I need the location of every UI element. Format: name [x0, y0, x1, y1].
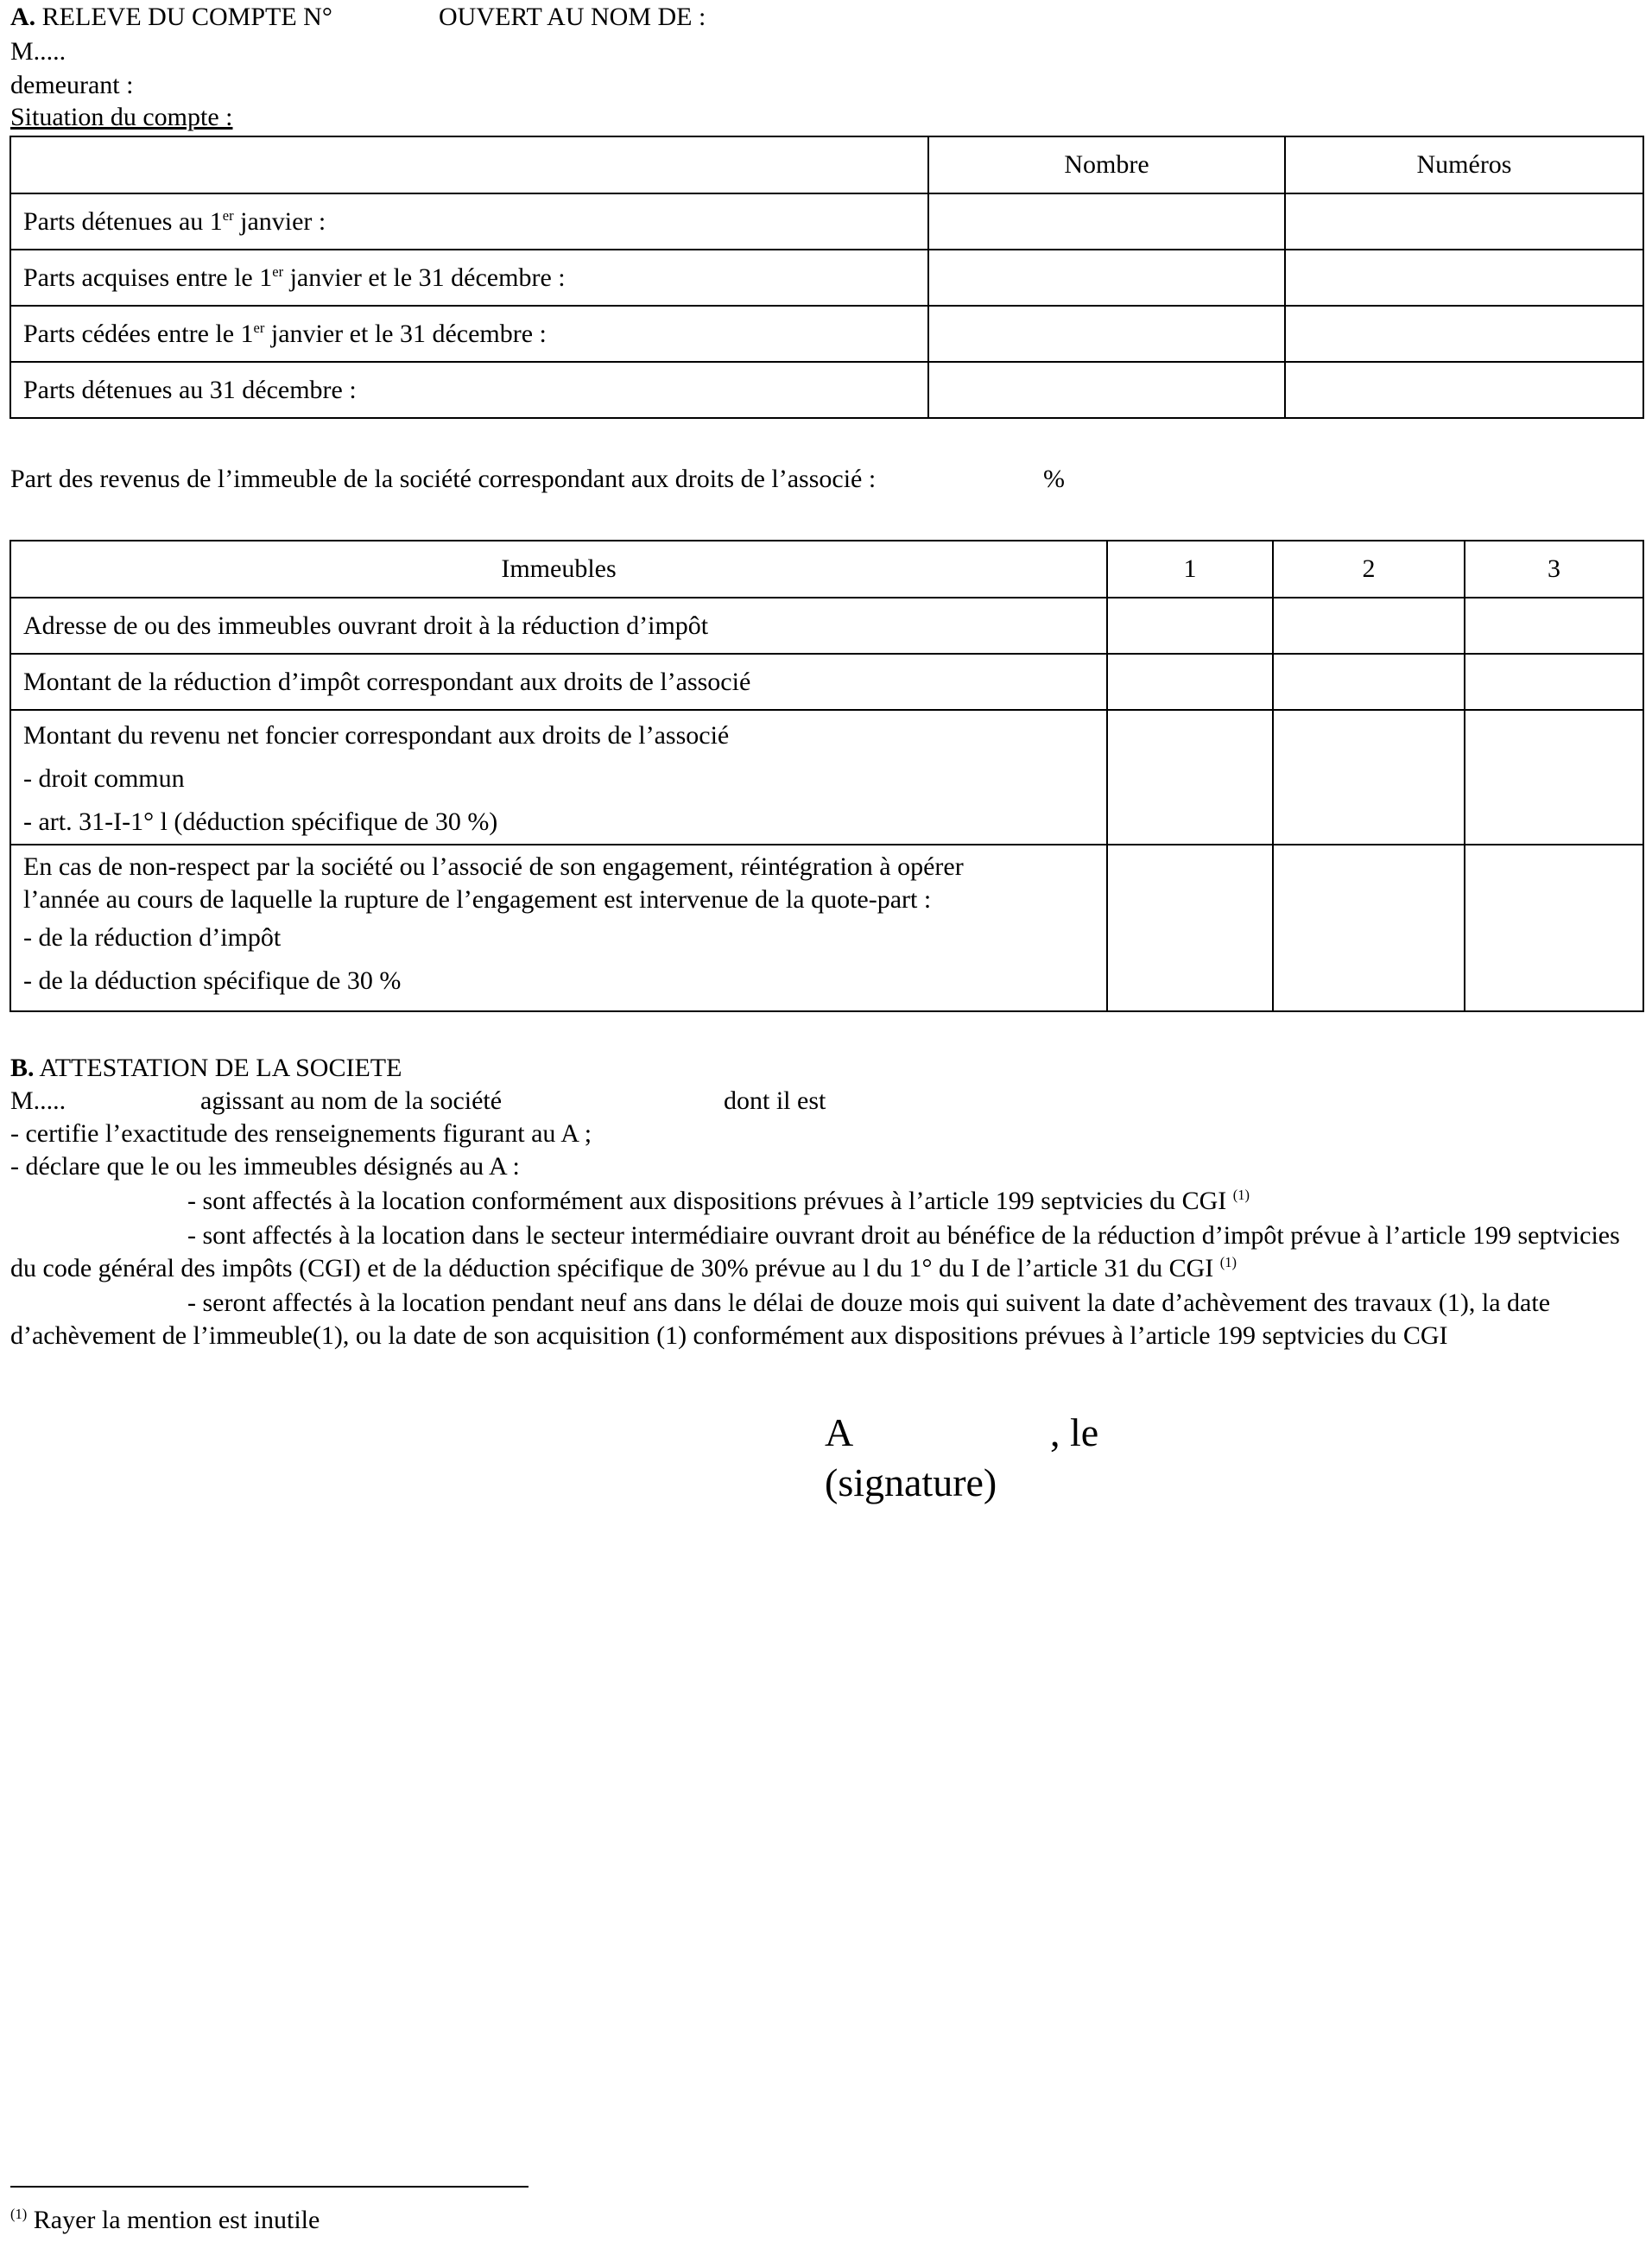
shares-numbers-cell[interactable] [1285, 306, 1643, 362]
row-breach-label [10, 845, 1107, 1011]
building-col-3: 3 [1465, 541, 1643, 598]
declaration-item-1: - sont affectés à la location conformément aux dispositions prévues à l’article 199 septvicies du CGI $^{(1)}$ [187, 1187, 1250, 1215]
declare-statement: - déclare que le ou les immeubles désignés au A : [10, 1152, 520, 1181]
shares-count-cell[interactable] [928, 362, 1285, 418]
buildings-table-header [10, 541, 1643, 598]
signature-place: A [825, 1410, 854, 1454]
row-breach-line-1: En cas de non-respect par la société ou l’associé de son engagement, réintégration à opérer [23, 852, 964, 881]
signature-date: , le [1050, 1410, 1099, 1454]
footnote-text: Rayer la mention est inutile [27, 2206, 320, 2234]
declaration-item-2: - sont affectés à la location dans le secteur intermédiaire ouvrant droit au bénéfice de la réduction d’impôt prévue à l’article 199 septvicies du code général des impôts (CGI) et de la déduction spécifique de 30% prévue au l du 1° du I de l’article 31 du CGI $^{(1)}$ [10, 1221, 1620, 1282]
revenue-share-label: Part des revenus de l’immeuble de la société correspondant aux droits de l’associé : [10, 465, 877, 493]
role-label: dont il est [724, 1086, 826, 1115]
row-reduction-label: Montant de la réduction d’impôt correspondant aux droits de l’associé [10, 654, 1107, 710]
building-3-cell[interactable] [1465, 654, 1643, 710]
building-3-cell[interactable] [1465, 710, 1643, 845]
row-breach-line-2: l’année au cours de laquelle la rupture de l’engagement est intervenue de la quote-part : [23, 885, 932, 914]
shares-row-label: Parts acquises entre le 1er janvier et le 31 décembre : [10, 250, 928, 306]
shares-col-numbers: Numéros [1285, 136, 1643, 193]
shares-row-label: Parts détenues au 1er janvier : [10, 193, 928, 250]
building-2-cell[interactable] [1273, 710, 1465, 845]
buildings-table [9, 540, 1644, 1012]
building-1-cell[interactable] [1107, 710, 1273, 845]
table-row [10, 598, 1643, 654]
building-3-cell[interactable] [1465, 845, 1643, 1011]
declaration-item-3: - seront affectés à la location pendant neuf ans dans le délai de douze mois qui suivent la date d’achèvement des travaux (1), la date d’achèvement de l’immeuble(1), ou la date de son acquisition (1) conformément aux dispositions prévues à l’article 199 septvicies du CGI [10, 1289, 1551, 1350]
row-breach-line-3: - de la réduction d’impôt [23, 923, 282, 952]
footnote-separator [10, 2186, 529, 2188]
shares-row-label: Parts détenues au 31 décembre : [10, 362, 928, 418]
shares-count-cell[interactable] [928, 306, 1285, 362]
building-1-cell[interactable] [1107, 598, 1273, 654]
opened-name-label: OUVERT AU NOM DE : [439, 3, 706, 31]
signature-label: (signature) [825, 1460, 997, 1504]
acting-on-behalf-label: agissant au nom de la société [200, 1086, 503, 1115]
building-1-cell[interactable] [1107, 845, 1273, 1011]
account-holder: M..... [10, 37, 66, 66]
row-address-label: Adresse de ou des immeubles ouvrant droit à la réduction d’impôt [10, 598, 1107, 654]
revenue-share-unit: % [1043, 465, 1065, 493]
section-a-prefix: A. [10, 3, 36, 31]
certify-statement: - certifie l’exactitude des renseignements figurant au A ; [10, 1119, 592, 1148]
shares-numbers-cell[interactable] [1285, 362, 1643, 418]
row-income-title: Montant du revenu net foncier correspondant aux droits de l’associé [23, 721, 730, 750]
shares-count-cell[interactable] [928, 193, 1285, 250]
building-2-cell[interactable] [1273, 845, 1465, 1011]
section-a-heading [10, 2, 332, 33]
building-1-cell[interactable] [1107, 654, 1273, 710]
section-b-heading [10, 1053, 402, 1084]
building-2-cell[interactable] [1273, 598, 1465, 654]
building-col-1: 1 [1107, 541, 1273, 598]
shares-row-label: Parts cédées entre le 1er janvier et le 31 décembre : [10, 306, 928, 362]
table-row [10, 845, 1643, 1011]
row-income-line-common: - droit commun [23, 764, 185, 793]
row-breach-line-4: - de la déduction spécifique de 30 % [23, 966, 402, 995]
table-row [10, 362, 1643, 418]
shares-table [9, 136, 1644, 419]
building-3-cell[interactable] [1465, 598, 1643, 654]
account-situation-label: Situation du compte : [10, 103, 233, 131]
address-label: demeurant : [10, 71, 134, 99]
table-row [10, 250, 1643, 306]
shares-table-header [10, 136, 1643, 193]
row-income-label [10, 710, 1107, 845]
table-row [10, 710, 1643, 845]
shares-numbers-cell[interactable] [1285, 250, 1643, 306]
building-2-cell[interactable] [1273, 654, 1465, 710]
table-row [10, 193, 1643, 250]
table-row [10, 654, 1643, 710]
shares-numbers-cell[interactable] [1285, 193, 1643, 250]
shares-count-cell[interactable] [928, 250, 1285, 306]
section-b-prefix: B. [10, 1054, 35, 1082]
footnote-marker: (1) [10, 2206, 28, 2222]
footnote-ref: (1) [1219, 1254, 1237, 1270]
row-income-line-specific: - art. 31-I-1° l (déduction spécifique de 30 %) [23, 807, 498, 836]
table-row [10, 306, 1643, 362]
footnote-ref: (1) [1232, 1187, 1250, 1203]
section-b-holder: M..... [10, 1086, 66, 1115]
shares-col-count: Nombre [928, 136, 1285, 193]
shares-header-blank [10, 136, 928, 193]
building-col-2: 2 [1273, 541, 1465, 598]
footnote [10, 2205, 320, 2236]
section-a-title: RELEVE DU COMPTE N° [35, 3, 332, 31]
buildings-header-label: Immeubles [10, 541, 1107, 598]
section-b-title: ATTESTATION DE LA SOCIETE [34, 1054, 402, 1082]
